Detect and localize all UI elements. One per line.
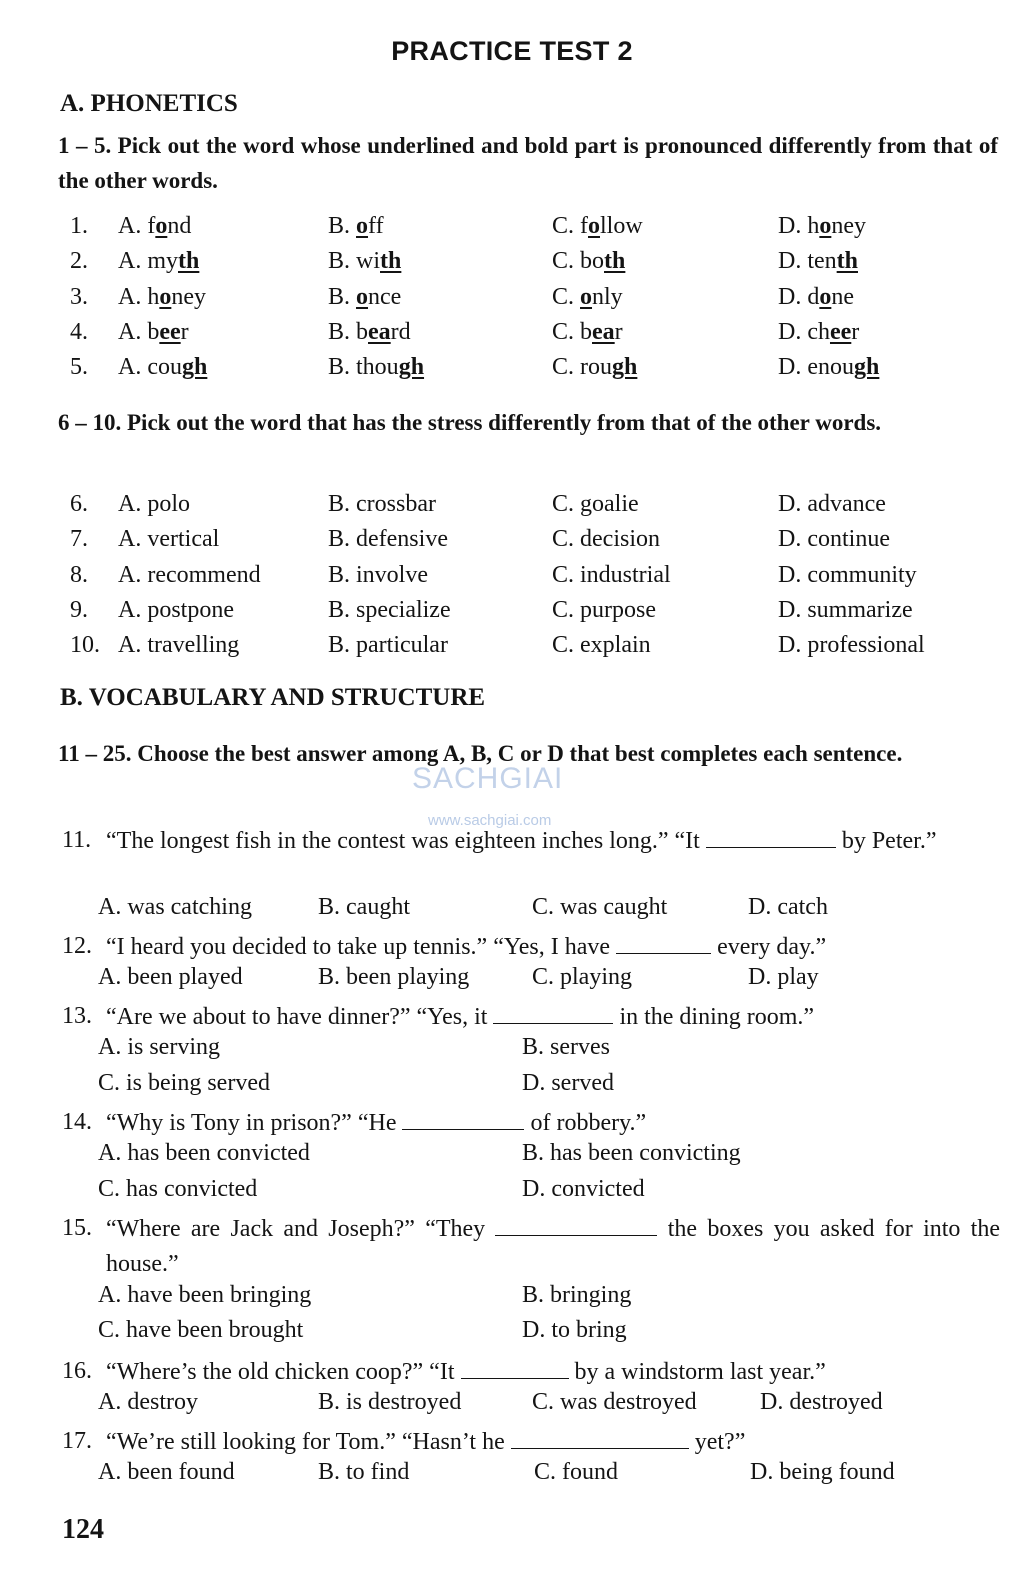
item-number: 8.: [70, 561, 88, 588]
answer-option: D. served: [522, 1069, 614, 1096]
underlined-part: o: [819, 283, 832, 310]
answer-option: B. caught: [318, 893, 410, 920]
question-number: 16.: [62, 1358, 92, 1384]
answer-option: D. being found: [750, 1459, 895, 1486]
option: C. rough: [552, 354, 638, 381]
answer-option: A. been found: [98, 1459, 235, 1486]
underlined-part: ee: [159, 318, 181, 345]
question-number: 14.: [62, 1109, 92, 1135]
answer-option: D. to bring: [522, 1316, 627, 1343]
part2-instruction: 6 – 10. Pick out the word that has the stress differently from that of the other words.: [58, 410, 882, 435]
underlined-part: o: [588, 213, 600, 239]
answer-blank: [616, 929, 711, 954]
phonetics-row: [70, 354, 1010, 389]
option: C. industrial: [552, 561, 671, 588]
question: [62, 1354, 1000, 1389]
answer-option: C. was destroyed: [532, 1389, 697, 1416]
question: [62, 1211, 1000, 1282]
answer-option: B. bringing: [522, 1281, 632, 1308]
item-number: 10.: [70, 632, 100, 659]
question: [62, 1424, 1000, 1459]
underlined-part: o: [159, 283, 172, 310]
option: B. involve: [328, 561, 428, 588]
option: D. professional: [778, 632, 925, 659]
option: C. bear: [552, 318, 623, 345]
page-title: PRACTICE TEST 2: [391, 36, 633, 66]
question-text: “The longest fish in the contest was eighteen inches long.” “It by Peter.”: [106, 823, 1000, 859]
answer-option: C. has convicted: [98, 1175, 258, 1202]
item-number: 7.: [70, 526, 88, 553]
option: C. decision: [552, 526, 660, 553]
question: [62, 929, 1000, 964]
underlined-part: th: [380, 248, 402, 275]
answer-option: A. been played: [98, 964, 243, 991]
question: [62, 823, 1000, 894]
answer-option: C. was caught: [532, 893, 668, 920]
answer-option: B. been playing: [318, 964, 470, 991]
option: B. crossbar: [328, 491, 436, 517]
underlined-part: ee: [829, 318, 852, 345]
option: A. polo: [118, 491, 190, 517]
question-number: 12.: [62, 933, 92, 959]
underlined-part: o: [580, 283, 593, 310]
option: C. explain: [552, 632, 651, 659]
underlined-part: o: [155, 213, 168, 239]
stress-row: [70, 632, 1010, 667]
underlined-part: th: [604, 248, 626, 275]
option: D. community: [778, 561, 917, 588]
option: A. vertical: [118, 526, 220, 553]
underlined-part: o: [819, 213, 832, 239]
option: C. goalie: [552, 491, 639, 517]
option: D. tenth: [778, 248, 858, 275]
answer-option: A. was catching: [98, 893, 252, 920]
answer-option: C. have been brought: [98, 1316, 304, 1343]
option: D. advance: [778, 491, 886, 517]
answer-option: C. is being served: [98, 1069, 270, 1096]
question-number: 11.: [62, 827, 92, 853]
option: A. honey: [118, 283, 206, 310]
question-text: “We’re still looking for Tom.” “Hasn’t he yet?”: [106, 1424, 1000, 1460]
underlined-part: o: [356, 213, 369, 239]
option: C. purpose: [552, 596, 656, 623]
answer-option: A. is serving: [98, 1034, 220, 1061]
answer-option: B. has been convicting: [522, 1140, 741, 1167]
answer-option: D. play: [748, 964, 819, 991]
underlined-part: ea: [592, 318, 615, 345]
phonetics-row: [70, 319, 1010, 354]
answer-blank: [461, 1354, 569, 1379]
phonetics-row: [70, 248, 1010, 283]
option: D. cheer: [778, 318, 860, 345]
answer-option: C. found: [534, 1459, 618, 1486]
underlined-part: th: [836, 248, 858, 275]
answer-option: D. catch: [748, 893, 828, 920]
option: B. specialize: [328, 596, 451, 623]
answer-blank: [495, 1211, 657, 1236]
answer-option: B. is destroyed: [318, 1389, 462, 1416]
stress-row: [70, 562, 1010, 597]
stress-row: [70, 526, 1010, 561]
option: A. myth: [118, 248, 200, 275]
question-number: 17.: [62, 1428, 92, 1454]
underlined-part: ea: [368, 318, 391, 345]
section-b-heading: B. VOCABULARY AND STRUCTURE: [60, 684, 486, 711]
question-text: “Are we about to have dinner?” “Yes, it in the dining room.”: [106, 999, 1000, 1035]
item-number: 3.: [70, 283, 88, 310]
answer-blank: [706, 823, 836, 848]
answer-blank: [402, 1105, 524, 1130]
answer-option: B. serves: [522, 1034, 610, 1061]
item-number: 6.: [70, 491, 88, 517]
item-number: 2.: [70, 248, 88, 275]
question-text: “Why is Tony in prison?” “He of robbery.”: [106, 1105, 1000, 1141]
option: A. fond: [118, 213, 192, 239]
question-number: 13.: [62, 1003, 92, 1029]
answer-option: C. playing: [532, 964, 632, 991]
option: D. enough: [778, 354, 880, 381]
question: [62, 1105, 1000, 1140]
item-number: 9.: [70, 596, 88, 623]
item-number: 1.: [70, 213, 88, 239]
option: A. recommend: [118, 561, 261, 588]
option: A. beer: [118, 318, 189, 345]
question-text: “Where are Jack and Joseph?” “They the boxes you asked for into the house.”: [106, 1211, 1000, 1282]
underlined-part: gh: [612, 354, 638, 381]
question-text: “Where’s the old chicken coop?” “It by a windstorm last year.”: [106, 1354, 1000, 1390]
page-number: 124: [62, 1514, 104, 1545]
option: B. particular: [328, 632, 448, 659]
underlined-part: gh: [181, 354, 208, 381]
underlined-part: gh: [398, 354, 425, 381]
watermark-brand: SACHGIAI: [412, 762, 564, 795]
stress-row: [70, 491, 1010, 526]
option: B. defensive: [328, 526, 448, 553]
answer-option: D. convicted: [522, 1175, 645, 1202]
question: [62, 999, 1000, 1034]
option: B. off: [328, 213, 384, 239]
answer-blank: [511, 1424, 689, 1449]
option: A. travelling: [118, 632, 240, 659]
phonetics-row: [70, 284, 1010, 319]
option: B. with: [328, 248, 402, 275]
answer-blank: [493, 999, 613, 1024]
option: A. cough: [118, 354, 208, 381]
option: A. postpone: [118, 596, 234, 623]
option: D. done: [778, 283, 854, 310]
question-number: 15.: [62, 1215, 92, 1241]
option: C. follow: [552, 213, 643, 239]
part1-instruction: 1 – 5. Pick out the word whose underlined and bold part is pronounced differently from that of the other words.: [58, 133, 998, 193]
option: B. beard: [328, 318, 411, 345]
underlined-part: o: [356, 283, 369, 310]
answer-option: B. to find: [318, 1459, 410, 1486]
answer-option: A. has been convicted: [98, 1140, 310, 1167]
underlined-part: gh: [853, 354, 880, 381]
answer-option: A. have been bringing: [98, 1281, 312, 1308]
option: B. though: [328, 354, 425, 381]
answer-option: D. destroyed: [760, 1389, 883, 1416]
question-text: “I heard you decided to take up tennis.” “Yes, I have every day.”: [106, 929, 1000, 965]
watermark-url: www.sachgiai.com: [428, 812, 552, 829]
option: D. continue: [778, 526, 890, 553]
item-number: 4.: [70, 318, 88, 345]
option: D. honey: [778, 213, 866, 239]
option: C. both: [552, 248, 626, 275]
answer-option: A. destroy: [98, 1389, 198, 1416]
option: D. summarize: [778, 596, 913, 623]
underlined-part: th: [178, 248, 200, 275]
item-number: 5.: [70, 354, 88, 381]
section-b-instruction: 11 – 25. Choose the best answer among A, B, C or D that best completes each sentence.: [58, 741, 903, 766]
phonetics-row: [70, 213, 1010, 248]
section-a-heading: A. PHONETICS: [60, 90, 238, 117]
stress-row: [70, 597, 1010, 632]
option: C. only: [552, 283, 623, 310]
option: B. once: [328, 283, 402, 310]
